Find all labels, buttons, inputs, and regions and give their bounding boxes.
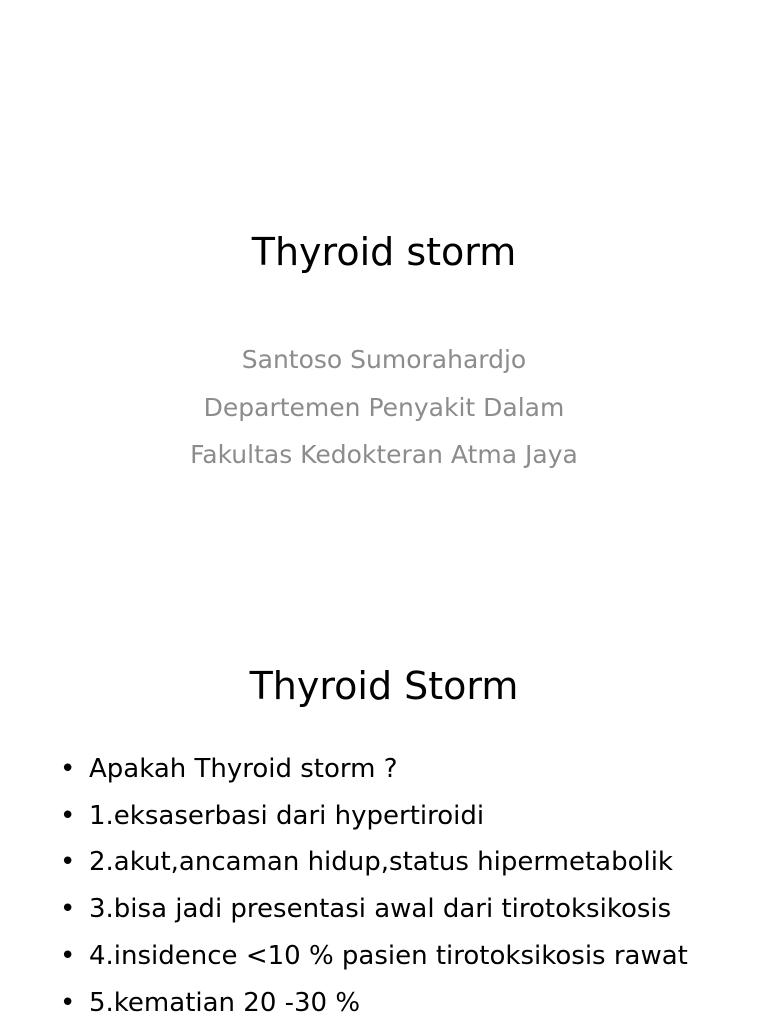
list-item (58, 839, 688, 886)
bullet-list (58, 746, 688, 1026)
slide-content-heading: Thyroid Storm (249, 664, 519, 708)
bullet-icon: • (60, 987, 76, 1018)
list-item-text: 5.kematian 20 -30 % (89, 987, 361, 1018)
list-item (58, 980, 688, 1026)
list-item-text: 3.bisa jadi presentasi awal dari tirotoksikosis (89, 894, 672, 925)
list-item (58, 793, 688, 840)
list-item-text: 1.eksaserbasi dari hypertiroidi (89, 800, 485, 831)
bullet-icon: • (60, 894, 76, 925)
slide-subtitle (0, 336, 768, 479)
list-item (58, 933, 688, 980)
list-item (58, 886, 688, 933)
bullet-icon: • (60, 940, 76, 971)
bullet-icon: • (60, 800, 76, 831)
author-name: Santoso Sumorahardjo (241, 345, 527, 374)
list-item-text: Apakah Thyroid storm ? (89, 754, 398, 784)
bullet-icon: • (60, 754, 76, 784)
list-item-text: 4.insidence <10 % pasien tirotoksikosis rawat (89, 940, 688, 971)
bullet-icon: • (60, 847, 76, 878)
faculty-name: Fakultas Kedokteran Atma Jaya (190, 440, 578, 469)
slide-content (0, 600, 768, 1024)
department-name: Departemen Penyakit Dalam (203, 392, 565, 422)
list-item (58, 746, 688, 793)
slide-title-heading: Thyroid storm (251, 230, 517, 274)
list-item-text: 2.akut,ancaman hidup,status hipermetabolik (89, 847, 673, 878)
